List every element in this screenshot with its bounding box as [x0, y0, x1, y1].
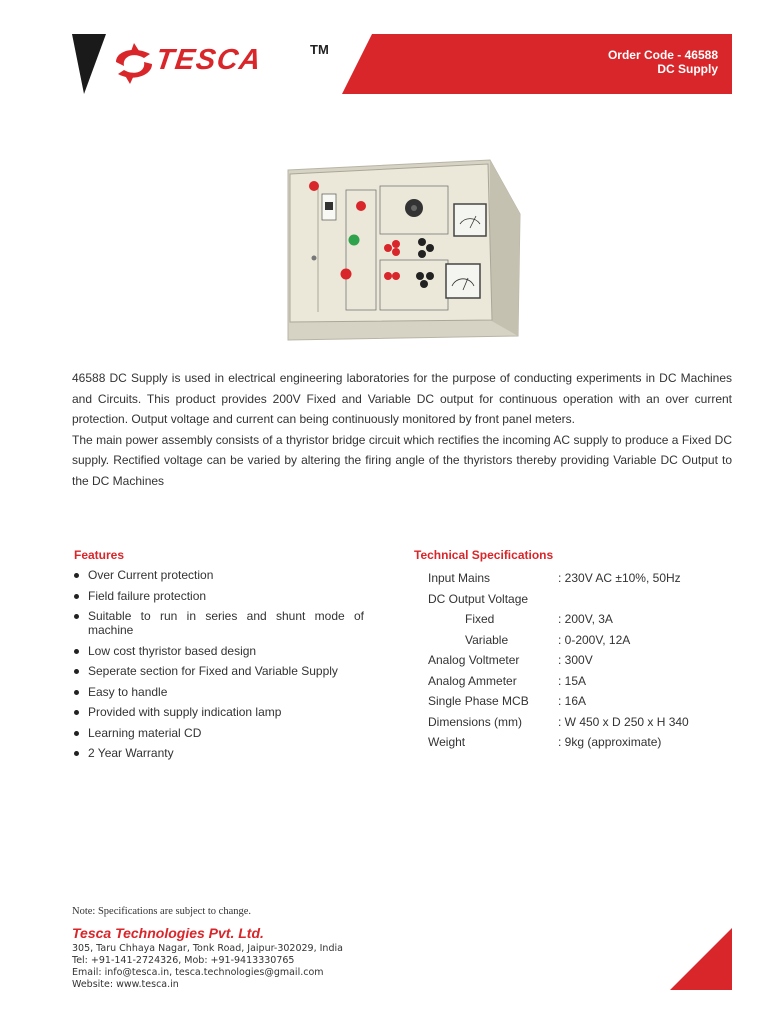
spec-row-voltmeter — [414, 650, 744, 671]
spec-row-mcb — [414, 691, 744, 712]
trademark-symbol: TM — [310, 42, 329, 57]
spec-label: Analog Ammeter — [428, 673, 517, 688]
spec-row-input-mains — [414, 568, 744, 589]
spec-label: Variable — [465, 632, 509, 647]
order-code-block — [608, 48, 718, 76]
specifications-heading: Technical Specifications — [414, 548, 554, 562]
spec-value: : 9kg (approximate) — [558, 735, 662, 749]
spec-row-dc-output — [414, 589, 744, 610]
spec-value: : 15A — [558, 673, 587, 688]
spec-row-variable — [414, 630, 744, 651]
technical-specifications-section — [414, 548, 744, 753]
features-list — [74, 568, 364, 760]
brand-name: TESCA — [153, 44, 265, 76]
features-heading: Features — [74, 548, 125, 562]
feature-item: Low cost thyristor based design — [74, 644, 364, 658]
feature-item: Easy to handle — [74, 685, 364, 699]
page-header — [0, 0, 768, 100]
company-phone: Tel: +91-141-2724326, Mob: +91-9413330765 — [72, 955, 295, 966]
spec-label: Dimensions (mm) — [428, 714, 523, 729]
spec-label: Single Phase MCB — [428, 694, 529, 708]
feature-item: Learning material CD — [74, 726, 364, 740]
spec-value: : 300V — [558, 653, 593, 667]
header-left-wedge-shape — [72, 34, 106, 94]
footer-corner-triangle-shape — [670, 928, 732, 990]
feature-item: Suitable to run in series and shunt mode of machine — [74, 609, 364, 637]
company-website: Website: www.tesca.in — [72, 979, 179, 990]
feature-item: 2 Year Warranty — [74, 746, 364, 760]
order-code-label: Order Code - 46588 — [607, 48, 718, 62]
spec-label: Analog Voltmeter — [428, 653, 520, 667]
description-paragraph-1: 46588 DC Supply is used in electrical engineering laboratories for the purpose of conducting experiments in DC Machines and Circuits. This product provides 200V Fixed and Variable DC output for continuous operation with an over current protection. Output voltage and current can being continuously monitored by front panel meters. — [72, 371, 732, 426]
company-contact-block — [72, 943, 343, 991]
feature-item: Field failure protection — [74, 589, 364, 603]
description-paragraph-2: The main power assembly consists of a thyristor bridge circuit which rectifies the incoming AC supply to produce a Fixed DC supply. Rectified voltage can be varied by altering the firing angle of the thyristors thereby providing Variable DC Output to the DC Machines — [72, 432, 732, 488]
spec-label: DC Output Voltage — [428, 591, 529, 606]
spec-value: : W 450 x D 250 x H 340 — [558, 714, 689, 729]
company-address: 305, Taru Chhaya Nagar, Tonk Road, Jaipur-302029, India — [72, 943, 343, 954]
feature-item: Over Current protection — [74, 568, 364, 582]
spec-row-dimensions — [414, 712, 744, 733]
tesca-logo-icon — [110, 40, 158, 86]
spec-row-weight — [414, 732, 744, 753]
disclaimer-note: Note: Specifications are subject to change. — [72, 906, 252, 917]
company-name: Tesca Technologies Pvt. Ltd. — [72, 925, 264, 941]
spec-value: : 0-200V, 12A — [558, 632, 631, 647]
spec-label: Input Mains — [428, 571, 491, 585]
product-description — [72, 368, 732, 491]
spec-value: : 16A — [558, 694, 587, 708]
spec-label: Weight — [428, 735, 466, 749]
company-email: Email: info@tesca.in, tesca.technologies@gmail.com — [72, 967, 324, 978]
product-image — [284, 150, 528, 350]
spec-row-ammeter — [414, 671, 744, 692]
features-section — [74, 548, 364, 767]
spec-label: Fixed — [465, 612, 495, 626]
feature-item: Seperate section for Fixed and Variable Supply — [74, 664, 364, 678]
spec-value: : 200V, 3A — [558, 612, 613, 626]
spec-row-fixed — [414, 609, 744, 630]
feature-item: Provided with supply indication lamp — [74, 705, 364, 719]
product-name-label: DC Supply — [657, 62, 718, 76]
spec-value: : 230V AC ±10%, 50Hz — [558, 571, 681, 585]
